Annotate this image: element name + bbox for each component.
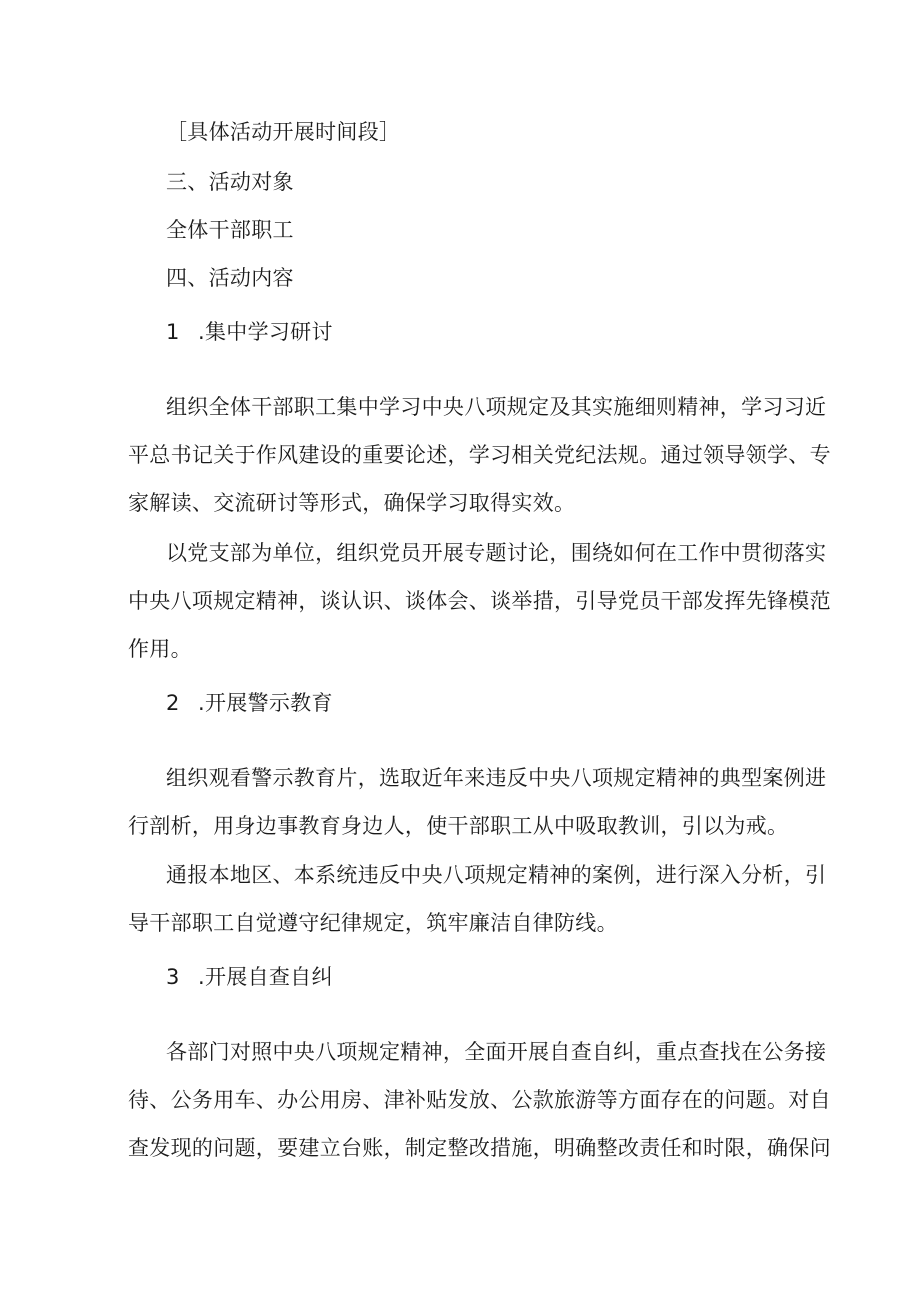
item-1-heading <box>166 318 333 346</box>
item-1-number: 1 <box>166 320 180 344</box>
paragraph-line: 查发现的问题，要建立台账，制定整改措施，明确整改责任和时限，确保问 <box>128 1136 831 1160</box>
item-3-title: .开展自查自纠 <box>198 965 333 989</box>
section-3-body: 全体干部职工 <box>166 218 294 242</box>
item-2-heading <box>166 689 333 717</box>
paragraph-line: 行剖析，用身边事教育身边人，使干部职工从中吸取教训，引以为戒。 <box>128 814 789 838</box>
paragraph-line: 以党支部为单位，组织党员开展专题讨论，围绕如何在工作中贯彻落实 <box>166 541 827 565</box>
paragraph-line: 中央八项规定精神，谈认识、谈体会、谈举措，引导党员干部发挥先锋模范 <box>128 589 831 613</box>
item-3-heading <box>166 963 333 991</box>
section-4-title: 四、活动内容 <box>166 266 294 290</box>
item-2-title: .开展警示教育 <box>198 691 333 715</box>
paragraph-line: 组织观看警示教育片，选取近年来违反中央八项规定精神的典型案例进 <box>166 766 827 790</box>
paragraph-line: 平总书记关于作风建设的重要论述，学习相关党纪法规。通过领导领学、专 <box>128 443 831 467</box>
paragraph-line: 作用。 <box>128 637 192 661</box>
time-placeholder: ［具体活动开展时间段］ <box>166 120 401 144</box>
item-1-title: .集中学习研讨 <box>198 320 333 344</box>
paragraph-line: 待、公务用车、办公用房、津补贴发放、公款旅游等方面存在的问题。对自 <box>128 1088 831 1112</box>
item-3-number: 3 <box>166 965 180 989</box>
paragraph-line: 各部门对照中央八项规定精神，全面开展自查自纠，重点查找在公务接 <box>166 1040 827 1064</box>
paragraph-line: 通报本地区、本系统违反中央八项规定精神的案例，进行深入分析，引 <box>166 863 827 887</box>
paragraph-line: 家解读、交流研讨等形式，确保学习取得实效。 <box>128 491 576 515</box>
paragraph-line: 导干部职工自觉遵守纪律规定，筑牢廉洁自律防线。 <box>128 911 618 935</box>
section-3-title: 三、活动对象 <box>166 170 294 194</box>
paragraph-line: 组织全体干部职工集中学习中央八项规定及其实施细则精神，学习习近 <box>166 395 827 419</box>
item-2-number: 2 <box>166 691 180 715</box>
